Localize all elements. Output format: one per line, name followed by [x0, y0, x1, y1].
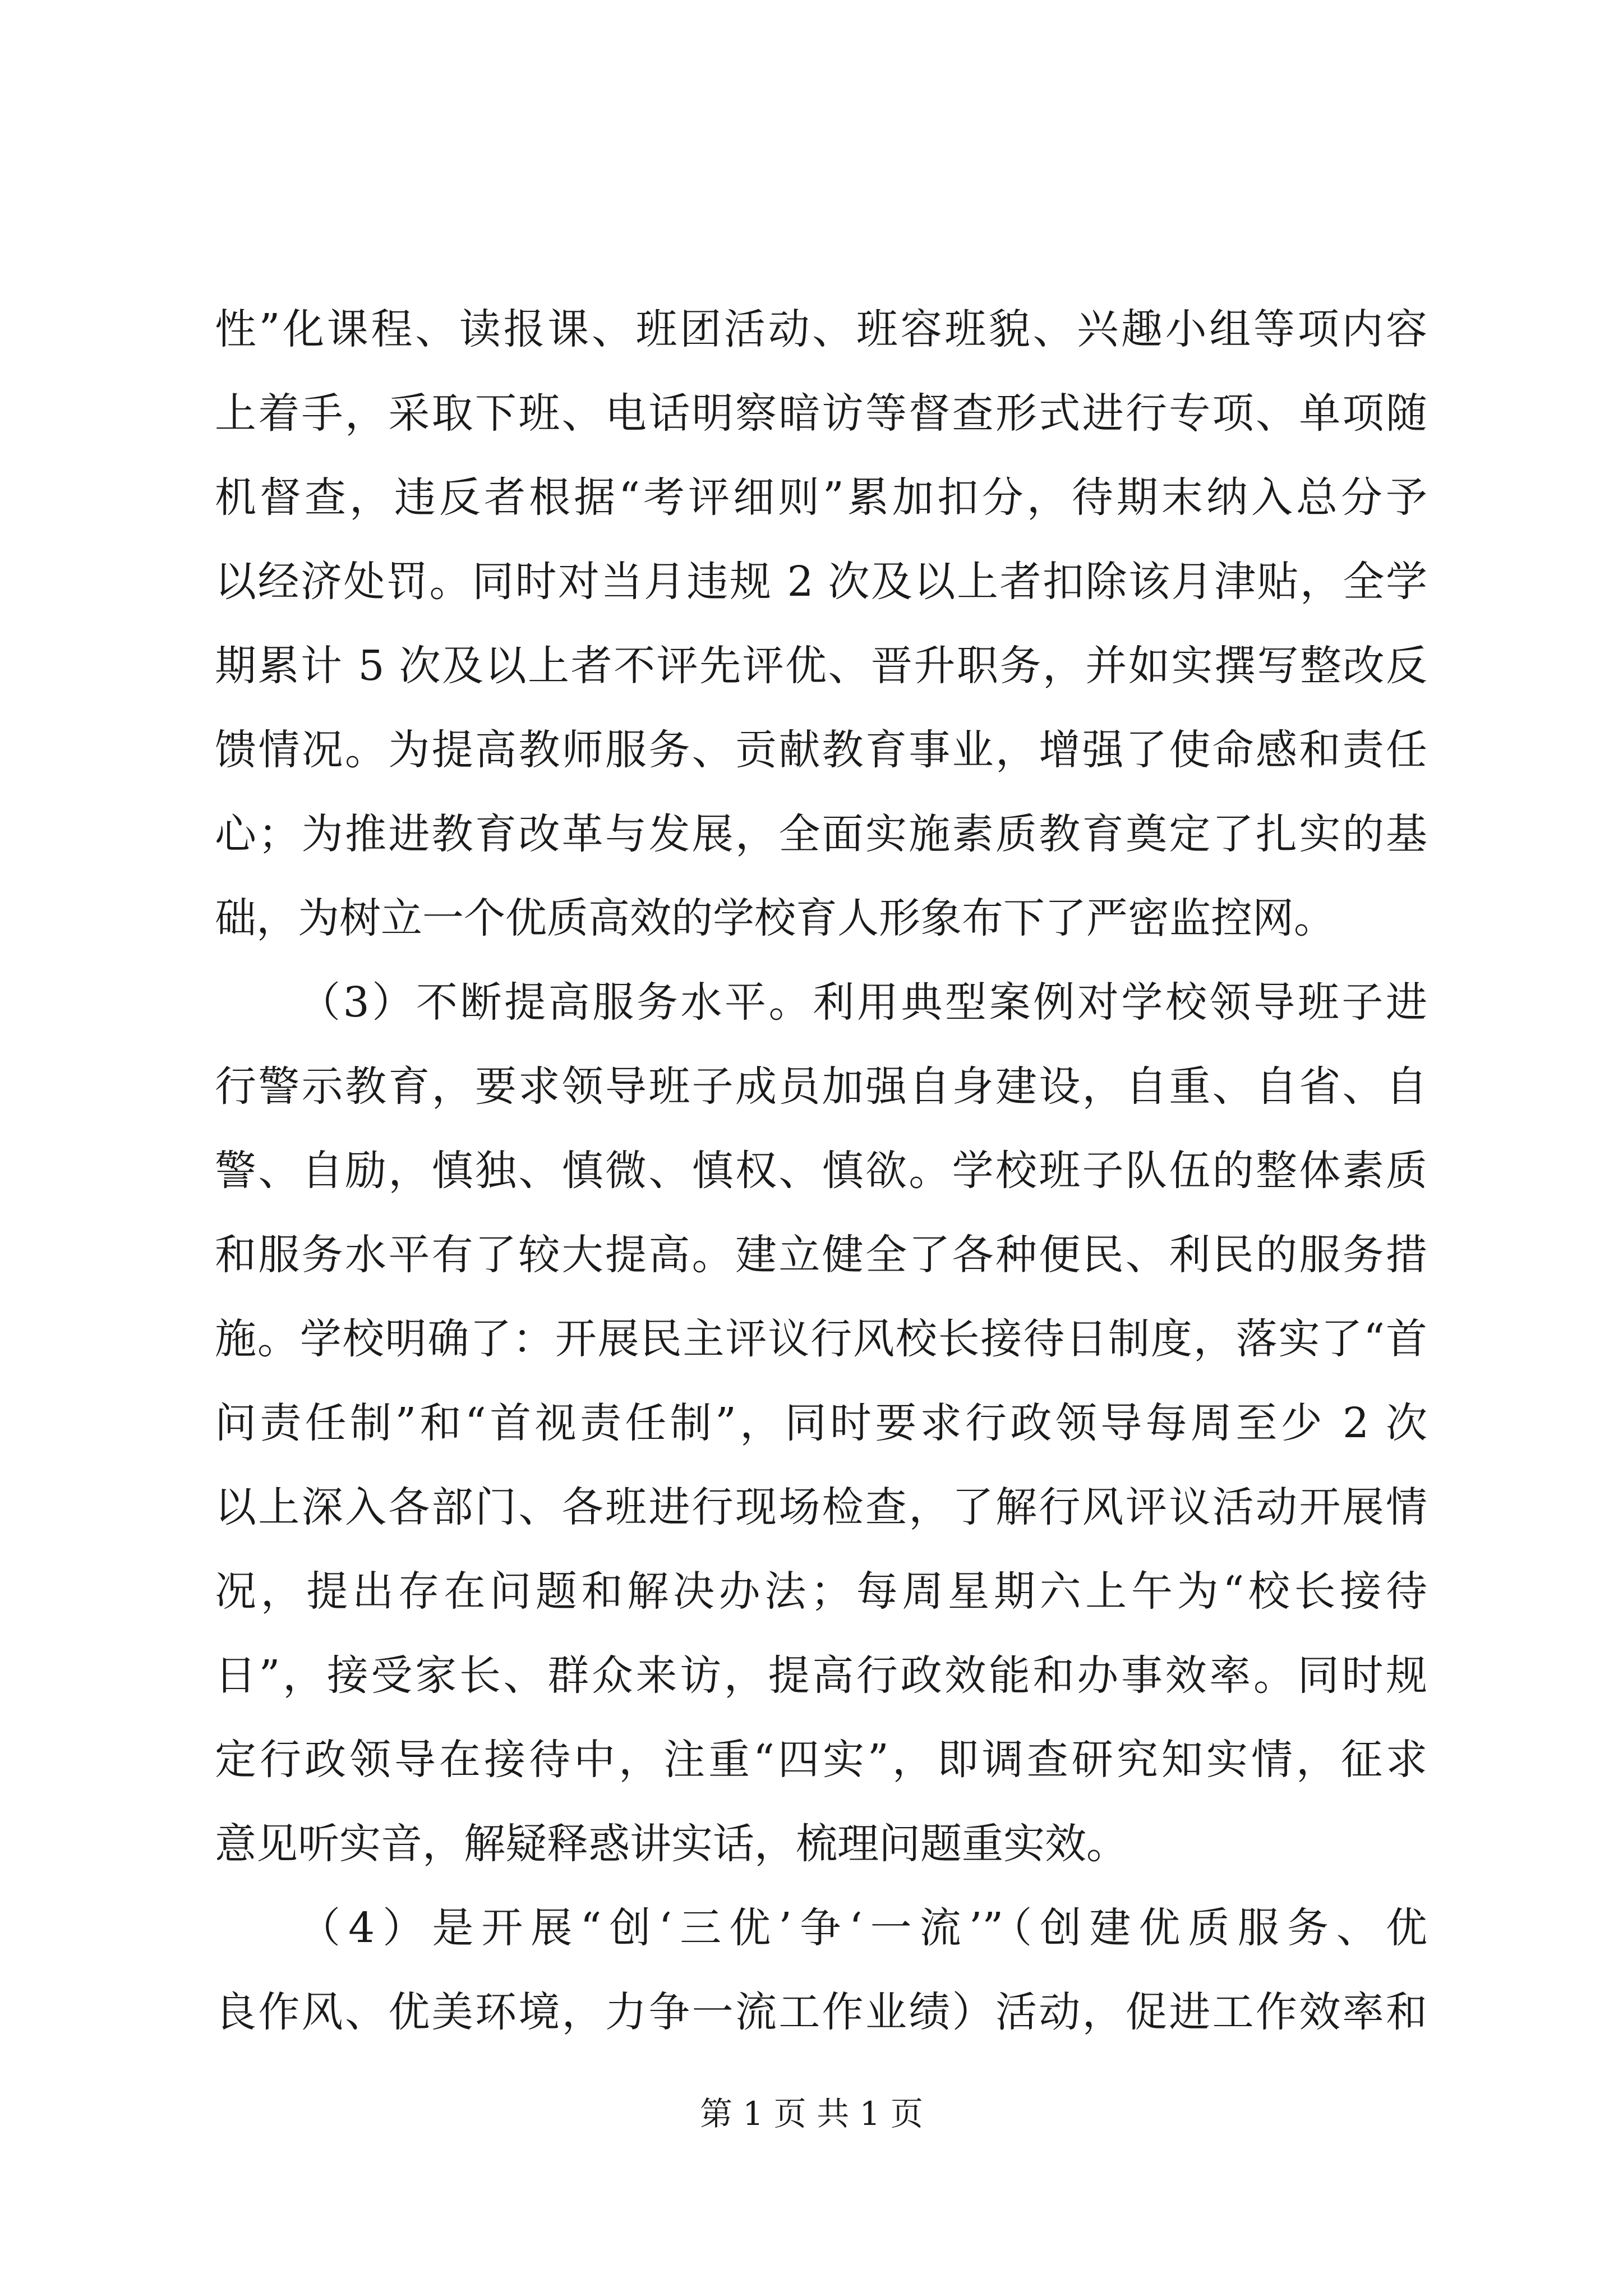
text-line: 上着手，采取下班、电话明察暗访等督查形式进行专项、单项随	[215, 389, 1427, 438]
text-line: 良作风、优美环境，力争一流工作业绩）活动，促进工作效率和	[215, 1988, 1427, 2036]
text-line: 性”化课程、读报课、班团活动、班容班貌、兴趣小组等项内容	[215, 305, 1427, 353]
paragraph-start-line: （3）不断提高服务水平。利用典型案例对学校领导班子进	[299, 978, 1427, 1027]
text-line: 行警示教育，要求领导班子成员加强自身建设，自重、自省、自	[215, 1062, 1427, 1111]
text-line: 施。学校明确了：开展民主评议行风校长接待日制度，落实了“首	[215, 1315, 1427, 1363]
text-line: 馈情况。为提高教师服务、贡献教育事业，增强了使命感和责任	[215, 726, 1427, 774]
text-line: 机督查，违反者根据“考评细则”累加扣分，待期末纳入总分予	[215, 473, 1427, 522]
text-line: 以上深入各部门、各班进行现场检查，了解行风评议活动开展情	[215, 1483, 1427, 1531]
text-line: 心；为推进教育改革与发展，全面实施素质教育奠定了扎实的基	[215, 810, 1427, 858]
text-line: 意见听实音，解疑释惑讲实话，梳理问题重实效。	[215, 1820, 1128, 1868]
text-line: 期累计 5 次及以上者不评先评优、晋升职务，并如实撰写整改反	[215, 642, 1427, 690]
page-footer	[0, 2091, 1623, 2136]
text-line: 警、自励，慎独、慎微、慎权、慎欲。学校班子队伍的整体素质	[215, 1147, 1427, 1195]
text-line: 日”，接受家长、群众来访，提高行政效能和办事效率。同时规	[215, 1651, 1427, 1700]
text-line: 定行政领导在接待中，注重“四实”，即调查研究知实情，征求	[215, 1736, 1427, 1784]
text-line: 况，提出存在问题和解决办法；每周星期六上午为“校长接待	[215, 1567, 1427, 1616]
text-line: 础，为树立一个优质高效的学校育人形象布下了严密监控网。	[215, 894, 1335, 942]
text-line: 和服务水平有了较大提高。建立健全了各种便民、利民的服务措	[215, 1231, 1427, 1279]
body-text	[215, 287, 1427, 2054]
page-number-label: 第 1 页 共 1 页	[700, 2095, 923, 2133]
paragraph-start-line: （4）是开展“创‘三优’争‘一流’”（创建优质服务、优	[299, 1904, 1427, 1952]
text-line: 以经济处罚。同时对当月违规 2 次及以上者扣除该月津贴，全学	[215, 558, 1427, 606]
text-line: 问责任制”和“首视责任制”，同时要求行政领导每周至少 2 次	[215, 1399, 1427, 1447]
